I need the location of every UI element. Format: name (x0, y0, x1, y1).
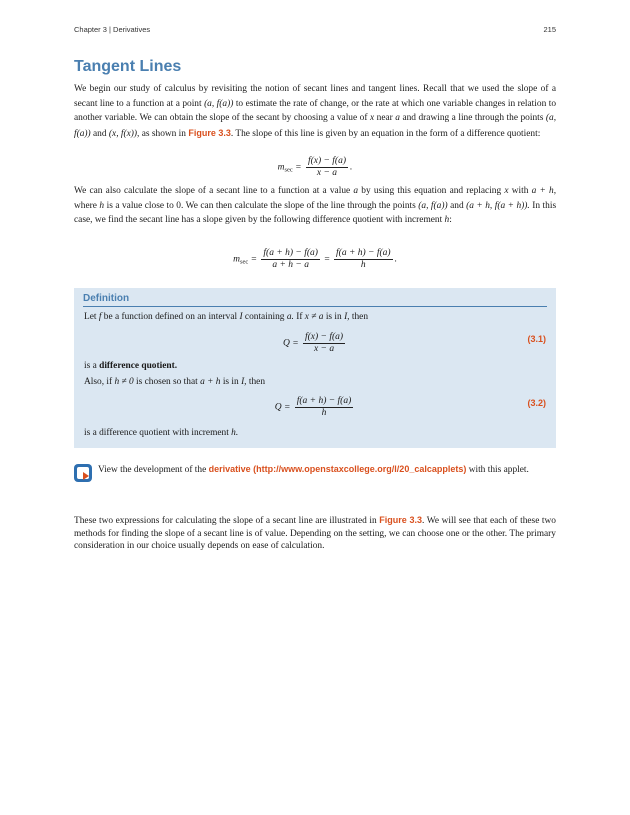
difference-quotient-equation: Q = $\frac{f(x) - f(a)}{x - a}$ (282, 332, 344, 354)
secant-slope-equation: $m_{sec}$ = $\frac{f(x) - f(a)}{x - a}$ . (277, 156, 353, 178)
equation-number-3-2: (3.2) (527, 398, 546, 408)
fraction: $\frac{f(a + h) - f(a)}{h}$ (336, 248, 391, 270)
definition-line-4: is a difference quotient with increment h. (84, 428, 239, 438)
definition-line-1: Let f be a function defined on an interval I containing a. If x ≠ a is in I, then (84, 312, 369, 322)
fraction: $\frac{f(a + h) - f(a)}{h}$ (296, 396, 352, 418)
definition-line-2: is a difference quotient. (84, 361, 178, 371)
secant-slope-increment-equation: $m_{sec}$ = $\frac{f(a + h) - f(a)}{a + h - a}$ = $\frac{f(a + h) - f(a)}{h}$ . (233, 248, 397, 270)
closing-paragraph: These two expressions for calculating the slope of a secant line are illustrated in Figure 3.3. We will see that each of these two methods for finding the slope of a secant line is of value. Depending on the setting, we can choose one or the other. The primary consideration in our choice usually depends on ease of calculation. (74, 515, 556, 552)
applet-note: View the development of the derivative (http://www.openstaxcollege.org/l/20_calcapplets) with this applet. (98, 464, 529, 475)
figure-link[interactable]: Figure 3.3 (188, 127, 231, 138)
definition-line-3: Also, if h ≠ 0 is chosen so that a + h is in I, then (84, 377, 266, 387)
intro-paragraph: We begin our study of calculus by revisiting the notion of secant lines and tangent lines. Recall that we used the slope of a secant line to a function at a point (a, f(a)) to estimate the rate of change, or the rate at which one variable changes in relation to another variable. We can obtain the slope of the secant by choosing a value of x near a and drawing a line through the points (a, f(a)) and (x, f(x)), as shown in Figure 3.3. The slope of this line is given by an equation in the form of a difference quotient: (74, 84, 557, 139)
difference-quotient-increment-equation: Q = $\frac{f(a + h) - f(a)}{h}$ (274, 396, 352, 418)
figure-link[interactable]: Figure 3.3 (379, 515, 423, 525)
media-play-icon[interactable] (74, 464, 92, 482)
running-header: Chapter 3 | Derivatives (74, 25, 151, 34)
definition-title: Definition (83, 293, 130, 304)
fraction: $\frac{f(x) - f(a)}{x - a}$ (304, 332, 344, 354)
point-a-fa: (a, f(a)) (204, 98, 234, 109)
fraction: $\frac{f(x) - f(a)}{x - a}$ (307, 156, 347, 178)
page-number: 215 (543, 25, 556, 34)
derivative-applet-link[interactable]: derivative (http://www.openstaxcollege.org/l/20_calcapplets) (208, 464, 467, 474)
fraction: $\frac{f(a + h) - f(a)}{a + h - a}$ (263, 248, 318, 270)
equation-number-3-1: (3.1) (527, 334, 546, 344)
definition-box (74, 288, 556, 448)
section-title: Tangent Lines (74, 58, 182, 75)
definition-divider (83, 306, 547, 307)
second-paragraph: We can also calculate the slope of a secant line to a function at a value a by using this equation and replacing x with a + h, where h is a value close to 0. We can then calculate the slope of the line through the points (a, f(a)) and (a + h, f(a + h)). In this case, we find the secant line has a slope given by the following difference quotient with increment h: (74, 186, 557, 226)
